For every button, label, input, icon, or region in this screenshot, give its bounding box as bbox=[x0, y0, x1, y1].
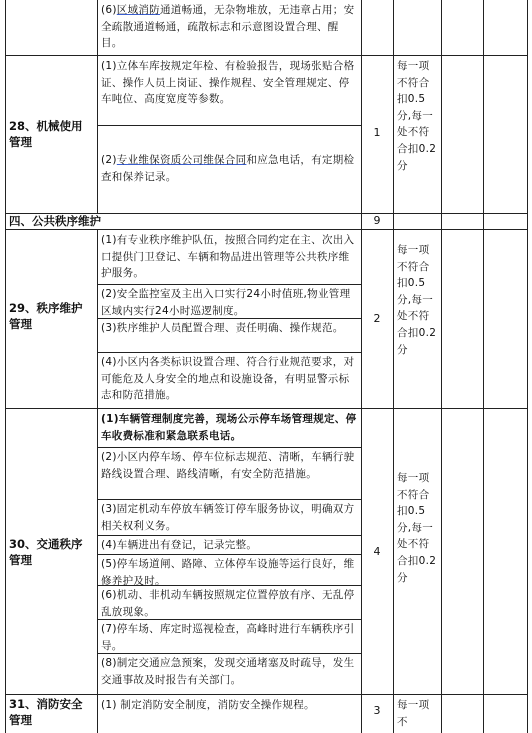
item-text-rest: 通道畅通，无杂物堆放，无违章占用；安全疏散通道畅通，疏散标志和示意图设置合理、醒目。 bbox=[101, 4, 355, 50]
item-underlined: 专业维保资质公司 bbox=[116, 154, 204, 166]
item-text: (5)停车场道闸、路障、立体停车设施等运行良好，维修养护及时。 bbox=[101, 558, 355, 587]
row-title: 30、交通秩序管理 bbox=[9, 537, 83, 567]
assessment-table bbox=[5, 0, 529, 733]
item-text: (2)小区内停车场、停车位标志规范、清晰，车辆行驶路线设置合理、路线清晰，有安全防范措施。 bbox=[101, 451, 355, 480]
item-underlined: 维保合同 bbox=[203, 154, 247, 166]
score-value: 1 bbox=[373, 126, 381, 139]
item-number: (6) bbox=[101, 4, 117, 16]
item-text-bold: (1)车辆管理制度完善，现场公示停车场管理规定、停车收费标准和紧急联系电话。 bbox=[101, 413, 357, 442]
score-value: 2 bbox=[373, 312, 381, 325]
deduction-rule: 每一项不符合扣0.5分,每一处不符合扣0.2分 bbox=[397, 472, 437, 584]
item-text: (3)秩序维护人员配置合理、责任明确、操作规范。 bbox=[101, 322, 344, 334]
item-text bbox=[101, 152, 359, 185]
item-text: (7)停车场、库定时巡视检查，高峰时进行车辆秩序引导。 bbox=[101, 623, 355, 652]
item-text: (6)机动、非机动车辆按照规定位置停放有序、无乱停乱放现象。 bbox=[101, 589, 355, 618]
row-title: 28、机械使用管理 bbox=[9, 119, 83, 149]
section-score: 9 bbox=[373, 214, 381, 227]
score-value: 4 bbox=[373, 545, 381, 558]
item-text bbox=[101, 2, 359, 52]
row-title: 31、消防安全管理 bbox=[9, 697, 83, 727]
item-text-rest: 和应急电话，有定期检查和保养记录。 bbox=[101, 154, 355, 183]
deduction-rule: 每一项不符合扣0.5分,每一处不符合扣0.2分 bbox=[397, 60, 437, 172]
item-underlined: 区域消防 bbox=[116, 4, 160, 16]
item-text: (2)安全监控室及主出入口实行24小时值班,物业管理区域内实行24小时巡逻制度。 bbox=[101, 288, 351, 317]
item-text: (3)固定机动车停放车辆签订停车服务协议，明确双方相关权利义务。 bbox=[101, 503, 355, 532]
item-text: (8)制定交通应急预案，发现交通堵塞及时疏导，发生交通事故及时报告有关部门。 bbox=[101, 657, 355, 686]
score-value: 3 bbox=[373, 704, 381, 717]
deduction-rule: 每一项不 bbox=[397, 699, 430, 728]
item-text: (4)小区内各类标识设置合理、符合行业规范要求，对可能危及人身安全的地点和设施设备，有明显警示标志和防范措施。 bbox=[101, 356, 355, 402]
item-number: (2) bbox=[101, 154, 117, 166]
item-text: (1)立体车库按规定年检、有检验报告，现场张贴合格证、操作人员上岗证、操作规程、安全管理规定、停车吨位、高度宽度等参数。 bbox=[101, 60, 355, 106]
item-text: (4)车辆进出有登记，记录完整。 bbox=[101, 539, 258, 551]
section-title: 四、公共秩序维护 bbox=[9, 214, 101, 228]
item-text: (1)有专业秩序维护队伍，按照合同约定在主、次出入口提供门卫登记、车辆和物品进出管理等公共秩序维护服务。 bbox=[101, 234, 355, 280]
row-title: 29、秩序维护管理 bbox=[9, 301, 83, 331]
deduction-rule: 每一项不符合扣0.5分,每一处不符合扣0.2分 bbox=[397, 244, 437, 356]
item-text: (1) 制定消防安全制度，消防安全操作规程。 bbox=[101, 699, 315, 711]
